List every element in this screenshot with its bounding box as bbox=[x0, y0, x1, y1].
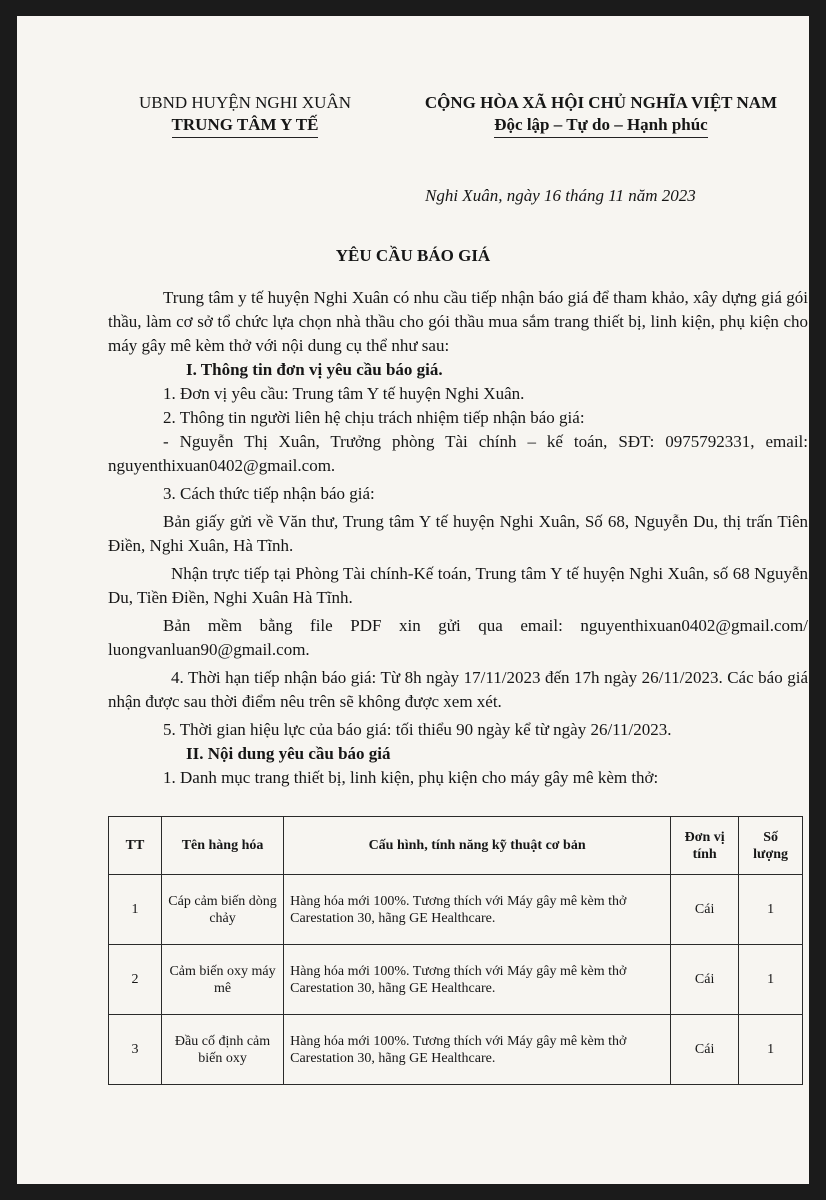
col-spec-header: Cấu hình, tính năng kỹ thuật cơ bản bbox=[284, 817, 671, 875]
section1-item5: 5. Thời gian hiệu lực của báo giá: tối thiểu 90 ngày kể từ ngày 26/11/2023. bbox=[163, 720, 672, 739]
table-row bbox=[109, 875, 803, 945]
issuer-authority: UBND HUYỆN NGHI XUÂN bbox=[138, 93, 351, 112]
section2-heading: II. Nội dung yêu cầu báo giá bbox=[186, 744, 391, 763]
intro-paragraph: Trung tâm y tế huyện Nghi Xuân có nhu cầu tiếp nhận báo giá để tham khảo, xây dựng giá gói thầu, làm cơ sở tổ chức lựa chọn nhà thầu cho gói thầu mua sắm trang thiết bị, linh kiện, phụ kiện cho máy gây mê kèm thở với nội dung cụ thể như sau: bbox=[108, 288, 808, 355]
col-tt-header: TT bbox=[109, 817, 162, 875]
col-name-header: Tên hàng hóa bbox=[161, 817, 283, 875]
document-date: Nghi Xuân, ngày 16 tháng 11 năm 2023 bbox=[425, 186, 696, 205]
col-qty-header: Số lượng bbox=[739, 817, 803, 875]
national-motto: Độc lập – Tự do – Hạnh phúc bbox=[494, 114, 707, 138]
national-title: CỘNG HÒA XÃ HỘI CHỦ NGHĨA VIỆT NAM bbox=[424, 93, 778, 112]
section1-item4: 4. Thời hạn tiếp nhận báo giá: Từ 8h ngày 17/11/2023 đến 17h ngày 26/11/2023. Các báo giá nhận được sau thời điểm nêu trên sẽ không được xem xét. bbox=[108, 668, 808, 711]
cell-name: Đầu cố định cảm biến oxy bbox=[161, 1015, 283, 1085]
section1-heading: I. Thông tin đơn vị yêu cầu báo giá. bbox=[186, 360, 443, 379]
issuer-block bbox=[125, 92, 365, 138]
document-title: YÊU CẦU BÁO GIÁ bbox=[335, 246, 491, 265]
paper-delivery-paragraph: Bản giấy gửi về Văn thư, Trung tâm Y tế huyện Nghi Xuân, Số 68, Nguyễn Du, thị trấn Tiên Điền, Nghi Xuân, Hà Tĩnh. bbox=[108, 512, 808, 555]
cell-qty: 1 bbox=[739, 945, 803, 1015]
cell-unit: Cái bbox=[671, 875, 739, 945]
table-row bbox=[109, 1015, 803, 1085]
contact-paragraph: - Nguyễn Thị Xuân, Trưởng phòng Tài chính – kế toán, SĐT: 0975792331, email: nguyenthixuan0402@gmail.com. bbox=[108, 432, 808, 475]
cell-name: Cáp cảm biến dòng chảy bbox=[161, 875, 283, 945]
issuer-unit: TRUNG TÂM Y TẾ bbox=[172, 114, 319, 138]
cell-tt: 2 bbox=[109, 945, 162, 1015]
cell-spec: Hàng hóa mới 100%. Tương thích với Máy gây mê kèm thở Carestation 30, hãng GE Healthcare. bbox=[284, 1015, 671, 1085]
section1-item2: 2. Thông tin người liên hệ chịu trách nhiệm tiếp nhận báo giá: bbox=[163, 408, 585, 427]
cell-spec: Hàng hóa mới 100%. Tương thích với Máy gây mê kèm thở Carestation 30, hãng GE Healthcare. bbox=[284, 945, 671, 1015]
cell-qty: 1 bbox=[739, 875, 803, 945]
cell-tt: 1 bbox=[109, 875, 162, 945]
cell-name: Cảm biến oxy máy mê bbox=[161, 945, 283, 1015]
table-row bbox=[109, 945, 803, 1015]
cell-qty: 1 bbox=[739, 1015, 803, 1085]
col-unit-header: Đơn vị tính bbox=[671, 817, 739, 875]
cell-unit: Cái bbox=[671, 945, 739, 1015]
table-header-row bbox=[109, 817, 803, 875]
soft-copy-paragraph: Bản mềm bằng file PDF xin gửi qua email: nguyenthixuan0402@gmail.com/ luongvanluan90@gmail.com. bbox=[108, 616, 808, 659]
items-table bbox=[108, 816, 803, 1085]
document-body bbox=[108, 286, 808, 790]
document-page bbox=[17, 16, 809, 1184]
cell-tt: 3 bbox=[109, 1015, 162, 1085]
section1-item3: 3. Cách thức tiếp nhận báo giá: bbox=[163, 484, 375, 503]
section1-item1: 1. Đơn vị yêu cầu: Trung tâm Y tế huyện Nghi Xuân. bbox=[163, 384, 525, 403]
direct-delivery-paragraph: Nhận trực tiếp tại Phòng Tài chính-Kế toán, Trung tâm Y tế huyện Nghi Xuân, số 68 Nguyễn Du, Tiền Điền, Nghi Xuân Hà Tĩnh. bbox=[108, 564, 808, 607]
cell-spec: Hàng hóa mới 100%. Tương thích với Máy gây mê kèm thở Carestation 30, hãng GE Healthcare. bbox=[284, 875, 671, 945]
cell-unit: Cái bbox=[671, 1015, 739, 1085]
national-motto-block bbox=[381, 92, 809, 138]
section2-item1: 1. Danh mục trang thiết bị, linh kiện, phụ kiện cho máy gây mê kèm thở: bbox=[163, 768, 659, 787]
